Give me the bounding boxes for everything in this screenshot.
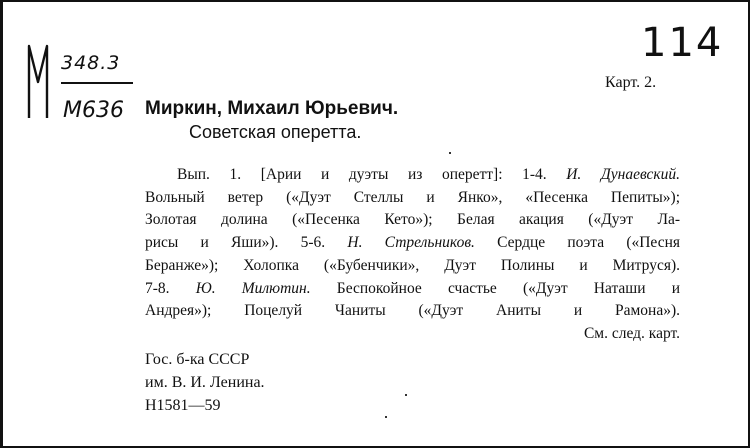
paper-speck	[385, 416, 387, 418]
contents-line	[145, 232, 680, 255]
contents-text: См. след. карт.	[583, 324, 680, 342]
contents-line	[145, 209, 680, 232]
class-code-bottom: M636	[63, 98, 124, 123]
contents-text: Сердце поэта («Песня	[474, 234, 680, 252]
library-dedication: им. В. И. Ленина.	[145, 374, 265, 391]
contents-text: Беспокойное счастье («Дуэт Наташи и	[310, 279, 681, 297]
work-title: Советская оперетта.	[189, 122, 362, 142]
contents-line	[145, 300, 680, 323]
contents-text: рисы и Яши»). 5-6.	[145, 234, 348, 252]
author-heading: Миркин, Михаил Юрьевич.	[145, 98, 399, 119]
composer-name: Н. Стрельников.	[347, 234, 475, 252]
library-imprint	[145, 348, 265, 417]
contents-line	[145, 323, 680, 346]
card-number-label: Карт. 2.	[605, 74, 657, 91]
paper-speck	[405, 394, 407, 396]
contents-line	[145, 255, 680, 278]
contents-text: Беранже»); Холопка («Бубенчики», Дуэт Полины и Митруся).	[145, 256, 680, 274]
card-serial-number: Н1581—59	[145, 397, 221, 414]
contents-text: 7-8.	[145, 279, 196, 297]
call-number-bracket-mark	[25, 42, 51, 120]
contents-line	[145, 187, 680, 210]
composer-name: И. Дунаевский.	[566, 166, 680, 183]
class-code-top: 348.3	[61, 52, 121, 74]
paper-speck	[449, 152, 451, 154]
contents-text: Вып. 1. [Арии и дуэты из оперетт]: 1-4.	[177, 166, 567, 183]
contents-text: Вольный ветер («Дуэт Стеллы и Янко», «Песенка Пепиты»);	[145, 188, 680, 206]
contents-line	[145, 164, 680, 187]
contents-notes	[145, 164, 680, 346]
library-name: Гос. б-ка СССР	[145, 351, 250, 368]
handwritten-page-number: 114	[641, 20, 724, 66]
contents-text: Андрея»); Поцелуй Чаниты («Дуэт Аниты и Рамона»).	[145, 302, 680, 320]
contents-line	[145, 278, 680, 301]
composer-name: Ю. Милютин.	[195, 279, 311, 297]
contents-text: Золотая долина («Песенка Кето»); Белая акация («Дуэт Ла-	[145, 211, 680, 229]
class-code-divider	[61, 82, 133, 84]
